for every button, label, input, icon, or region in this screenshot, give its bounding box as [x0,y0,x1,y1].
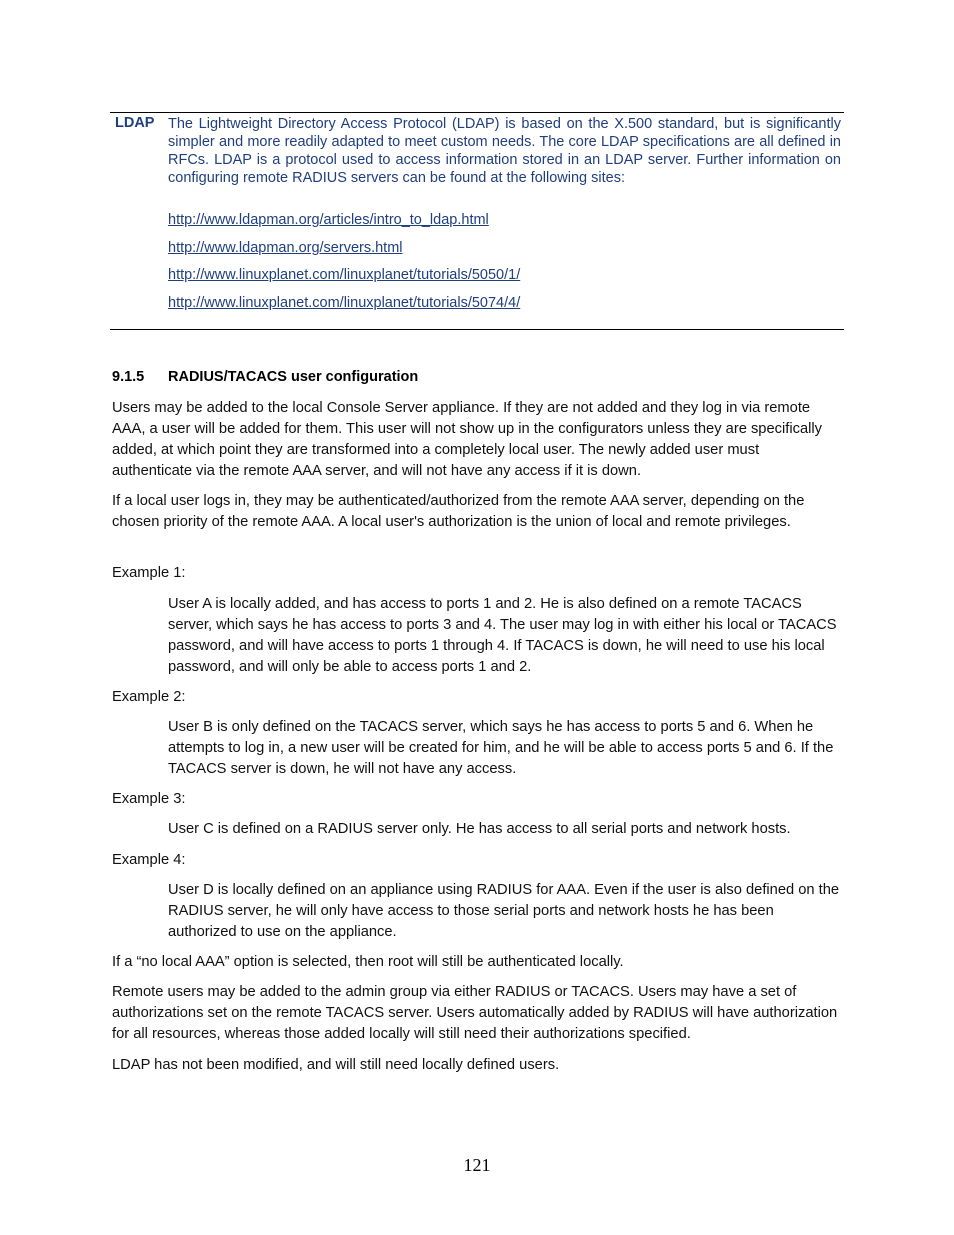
section-heading [112,369,418,385]
example-4-text: User D is locally defined on an appliance using RADIUS for AAA. Even if the user is also defined on the RADIUS server, he will only have access to those serial ports and network hosts he has been authorized to use on the appliance. [168,882,840,940]
ldap-link-3[interactable]: http://www.linuxplanet.com/linuxplanet/tutorials/5050/1/ [168,267,521,283]
example-1-text: User A is locally added, and has access to ports 1 and 2. He is also defined on a remote TACACS server, which says he has access to ports 3 and 4. The user may log in with either his local or TACACS password, and will have access to ports 1 through 4. If TACACS is down, he will need to use his local password, and will only be able to access ports 1 and 2. [168,596,837,675]
paragraph-local-user-auth: If a local user logs in, they may be authenticated/authorized from the remote AAA server, depending on the chosen priority of the remote AAA. A local user's authorization is the union of local and remote privileges. [112,493,805,530]
example-3-text: User C is defined on a RADIUS server only. He has access to all serial ports and network hosts. [168,821,791,837]
example-3-label: Example 3: [112,791,186,807]
ldap-link-2[interactable]: http://www.ldapman.org/servers.html [168,240,403,256]
example-2-text: User B is only defined on the TACACS server, which says he has access to ports 5 and 6. When he attempts to log in, a new user will be created for him, and he will be able to access ports 5 and 6. If the TACACS server is down, he will not have any access. [168,719,834,777]
ldap-link-1[interactable]: http://www.ldapman.org/articles/intro_to_ldap.html [168,212,489,228]
definition-description: The Lightweight Directory Access Protocol (LDAP) is based on the X.500 standard, but is significantly simpler and more readily adapted to meet custom needs. The core LDAP specifications are all defined in RFCs. LDAP is a protocol used to access information stored in an LDAP server. Further information on configuring remote RADIUS servers can be found at the following sites: [168,116,841,186]
paragraph-no-local-aaa: If a “no local AAA” option is selected, then root will still be authenticated locally. [112,954,624,970]
example-2-label: Example 2: [112,689,186,705]
section-number: 9.1.5 [112,369,145,385]
definition-term: LDAP [115,115,155,131]
paragraph-ldap-not-modified: LDAP has not been modified, and will still need locally defined users. [112,1057,560,1073]
page-number: 121 [463,1155,491,1175]
paragraph-remote-admin-group: Remote users may be added to the admin group via either RADIUS or TACACS. Users may have a set of authorizations set on the remote TACACS server. Users automatically added by RADIUS will have authorization for all resources, whereas those added locally will still need their authorizations specified. [112,984,838,1042]
paragraph-remote-aaa-users: Users may be added to the local Console Server appliance. If they are not added and they log in via remote AAA, a user will be added for them. This user will not show up in the configurators unless they are specifically added, at which point they are transformed into a completely local user. The newly added user must authenticate via the remote AAA server, and will not have any access if it is down. [112,400,822,479]
example-1-label: Example 1: [112,565,186,581]
section-title: RADIUS/TACACS user configuration [168,369,419,385]
ldap-link-4[interactable]: http://www.linuxplanet.com/linuxplanet/tutorials/5074/4/ [168,295,521,311]
example-4-label: Example 4: [112,852,186,868]
ldap-definition-box [110,112,844,330]
